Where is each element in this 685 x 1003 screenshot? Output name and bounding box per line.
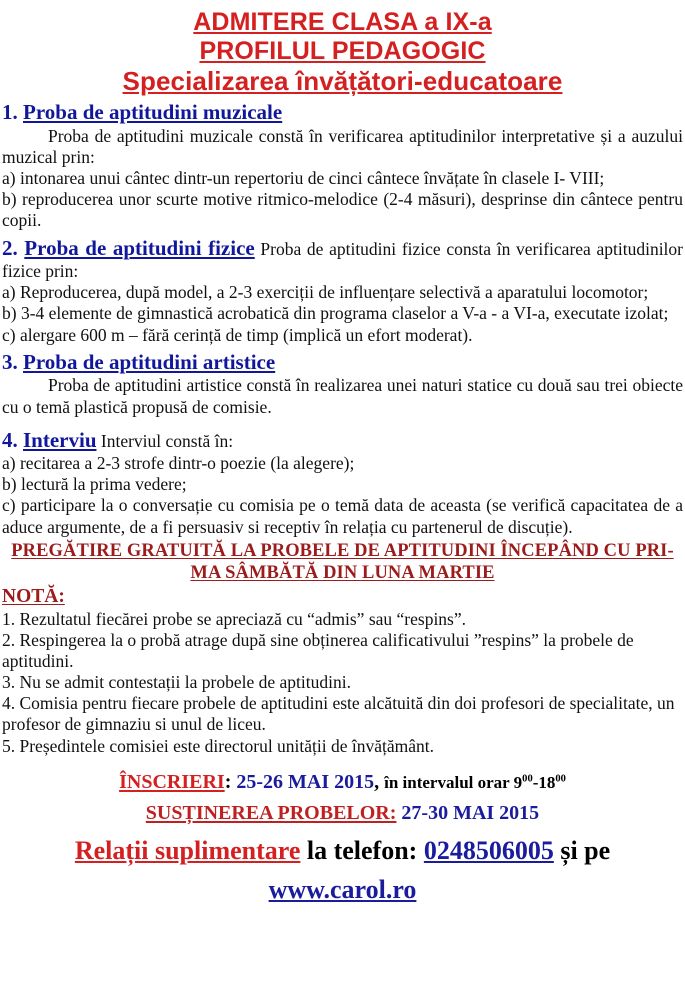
inscrieri-label: ÎNSCRIERI <box>119 770 225 793</box>
section-1-number: 1. <box>2 100 18 125</box>
section-3-label: Proba de aptitudini artistice <box>23 349 276 374</box>
telefon-number[interactable]: 0248506005 <box>423 835 554 865</box>
contact-footer <box>2 769 683 907</box>
nota-item-5: 5. Președintele comisiei este directorul unității de învățământ. <box>2 735 435 756</box>
section-4-paragraph-0: a) recitarea a 2-3 strofe dintr-o poezie (la alegere); <box>2 453 355 474</box>
section-3-heading <box>2 350 683 376</box>
section-4-inline-text: Interviul constă în: <box>100 430 234 451</box>
section-2-inline-text: Proba de aptitudini fizice consta în verificarea aptitudinilor fizice prin: <box>2 238 683 282</box>
section-4-label: Interviu <box>23 427 97 452</box>
section-proba-muzicale <box>2 100 683 231</box>
title-line-3: Specializarea învățători-educatoare <box>122 66 563 96</box>
section-4-heading <box>2 428 97 452</box>
nota-heading-text: NOTĂ <box>2 586 59 608</box>
inscrieri-interval <box>384 773 566 792</box>
inscrieri-date: 25-26 MAI 2015 <box>236 770 375 793</box>
nota-heading-colon: : <box>58 586 65 608</box>
section-2-paragraph-1: b) 3-4 elemente de gimnastică acrobatică din programa claselor a V-a - a VI-a, executate izolat; <box>2 303 669 324</box>
section-1-heading <box>2 100 683 126</box>
section-2-paragraph-0: a) Reproducerea, după model, a 2-3 exerciții de influențare selectivă a aparatului locomotor; <box>2 282 649 303</box>
sustinerea-date: 27-30 MAI 2015 <box>401 801 540 824</box>
si-pe-text: și pe <box>560 835 611 865</box>
inscrieri-dash: -18 <box>532 772 556 792</box>
section-proba-fizice <box>2 236 683 346</box>
relatii-line <box>2 833 683 868</box>
section-4-paragraph-2: c) participare la o conversație cu comisia pe o temă data de aceasta (se verifică capacitatea de a aduce argumente, de a fi persuasiv si receptiv în relația cu partenerul de discuție). <box>2 495 683 537</box>
nota-item-2: 2. Respingerea la o probă atrage după sine obținerea calificativului ”respins” la probele de aptitudini. <box>2 629 634 671</box>
poster-title <box>2 0 683 96</box>
pregatire-line-1-text: PREGĂTIRE GRATUITĂ LA PROBELE DE APTITUDINI ÎNCEPÂND CU PRI- <box>11 540 674 561</box>
website-line <box>2 872 683 907</box>
section-2-label: Proba de aptitudini fizice <box>24 235 255 260</box>
nota-heading <box>2 585 683 608</box>
nota-item-3: 3. Nu se admit contestații la probele de aptitudini. <box>2 672 351 693</box>
nota-item-1: 1. Rezultatul fiecărei probe se apreciază cu “admis” sau “respins”. <box>2 608 467 629</box>
website-link[interactable]: www.carol.ro <box>268 874 417 904</box>
section-4-heading-paragraph <box>2 428 683 453</box>
section-1-label: Proba de aptitudini muzicale <box>23 100 283 125</box>
telefon-label: la telefon: <box>306 835 418 865</box>
section-1-paragraph-0: Proba de aptitudini muzicale constă în verificarea aptitudinilor interpretative și a auzului muzical prin: <box>2 125 683 167</box>
sustinerea-line <box>2 800 683 827</box>
inscrieri-sup-start: 00 <box>522 773 533 785</box>
inscrieri-comma: , <box>374 770 380 793</box>
pregatire-line-2 <box>2 562 683 584</box>
title-line-2: PROFILUL PEDAGOGIC <box>199 37 486 65</box>
section-interviu <box>2 428 683 538</box>
section-1-paragraph-2: b) reproducerea unor scurte motive ritmico-melodice (2-4 măsuri), desprinse din cântece pentru copii. <box>2 189 683 231</box>
inscrieri-colon: : <box>224 770 232 793</box>
nota-item-4: 4. Comisia pentru fiecare probele de aptitudini este alcătuită din doi profesori de specialitate, un profesor de gimnaziu si unul de liceu. <box>2 693 675 735</box>
section-3-number: 3. <box>2 349 18 374</box>
nota-list <box>2 609 683 757</box>
pregatire-line-2-text: MA SÂMBĂTĂ DIN LUNA MARTIE <box>190 562 495 583</box>
section-3-paragraph-0: Proba de aptitudini artistice constă în realizarea unei naturi statice cu două sau trei obiecte cu o temă plastică propusă de comisie. <box>2 375 683 417</box>
relatii-label: Relații suplimentare <box>74 835 301 865</box>
section-1-paragraph-1: a) intonarea unui cântec dintr-un repertoriu de cinci cântece învățate în clasele I- VIII; <box>2 168 605 189</box>
section-4-paragraph-1: b) lectură la prima vedere; <box>2 474 187 495</box>
inscrieri-interval-prefix: în intervalul orar 9 <box>384 772 523 792</box>
section-2-number: 2. <box>2 235 18 260</box>
section-2-paragraph-2: c) alergare 600 m – fără cerință de timp (implică un efort moderat). <box>2 324 473 345</box>
inscrieri-line <box>2 769 683 796</box>
pregatire-gratuita-banner <box>2 540 683 584</box>
section-proba-artistice <box>2 350 683 418</box>
section-2-heading <box>2 236 255 260</box>
pregatire-line-1 <box>2 540 683 562</box>
section-2-heading-paragraph <box>2 236 683 283</box>
section-4-number: 4. <box>2 427 18 452</box>
title-line-1: ADMITERE CLASA a IX-a <box>193 8 492 36</box>
sustinerea-label: SUSȚINEREA PROBELOR: <box>145 801 397 824</box>
inscrieri-sup-end: 00 <box>555 773 566 785</box>
